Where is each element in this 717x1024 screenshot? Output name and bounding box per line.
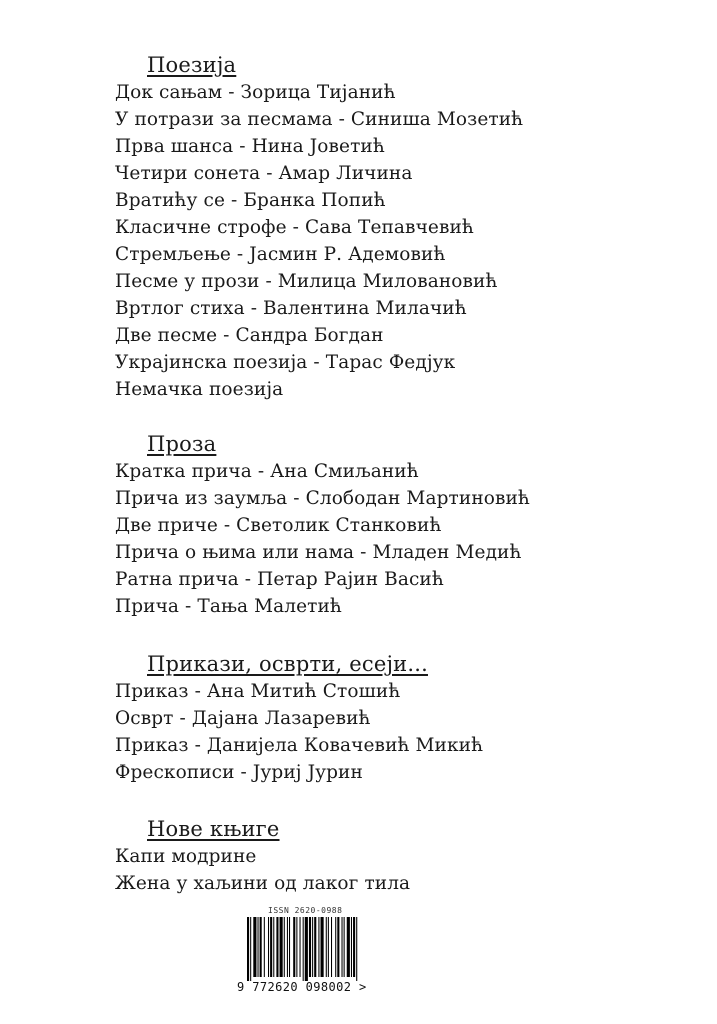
list-item: Прича - Тања Малетић [115,596,342,617]
section-prose [115,431,530,620]
section-reviews [115,651,483,786]
section-poetry [115,52,523,403]
list-item: Док сањам - Зорица Тијанић [115,82,396,103]
list-item: Приказ - Данијела Ковачевић Микић [115,735,484,756]
issn-label: ISSN 2620-0988 [268,906,343,915]
list-item: Немачка поезија [115,379,284,400]
list-item: Стремљење - Јасмин Р. Адемовић [115,244,446,265]
list-item: Капи модрине [115,846,257,867]
list-item: Класичне строфе - Сава Тепавчевић [115,217,474,238]
section-title: Проза [147,432,217,456]
section-title: Поезија [147,53,237,77]
list-item: Четири сонета - Амар Личина [115,163,413,184]
list-item: Прича о њима или нама - Младен Медић [115,542,522,563]
list-item: Вртлог стиха - Валентина Милачић [115,298,467,319]
list-item: Кратка прича - Ана Смиљанић [115,461,419,482]
barcode-digits: 9 772620 098002 > [237,980,367,994]
list-item: Ратна прича - Петар Рајин Васић [115,569,444,590]
list-item: Две приче - Светолик Станковић [115,515,442,536]
section-title: Нове књиге [147,817,280,841]
list-item: Фрескописи - Јуриј Јурин [115,762,363,783]
list-item: У потрази за песмама - Синиша Мозетић [115,109,524,130]
section-new-books [115,816,410,897]
list-item: Прва шанса - Нина Јоветић [115,136,385,157]
section-title: Прикази, осврти, есеји... [147,652,428,676]
list-item: Жена у хаљини од лаког тила [115,873,411,894]
list-item: Прича из заумља - Слободан Мартиновић [115,488,530,509]
list-item: Осврт - Дајана Лазаревић [115,708,371,729]
list-item: Две песме - Сандра Богдан [115,325,384,346]
list-item: Украјинска поезија - Тарас Федјук [115,352,456,373]
list-item: Песме у прози - Милица Миловановић [115,271,498,292]
list-item: Вратићу се - Бранка Попић [115,190,386,211]
list-item: Приказ - Ана Митић Стошић [115,681,401,702]
